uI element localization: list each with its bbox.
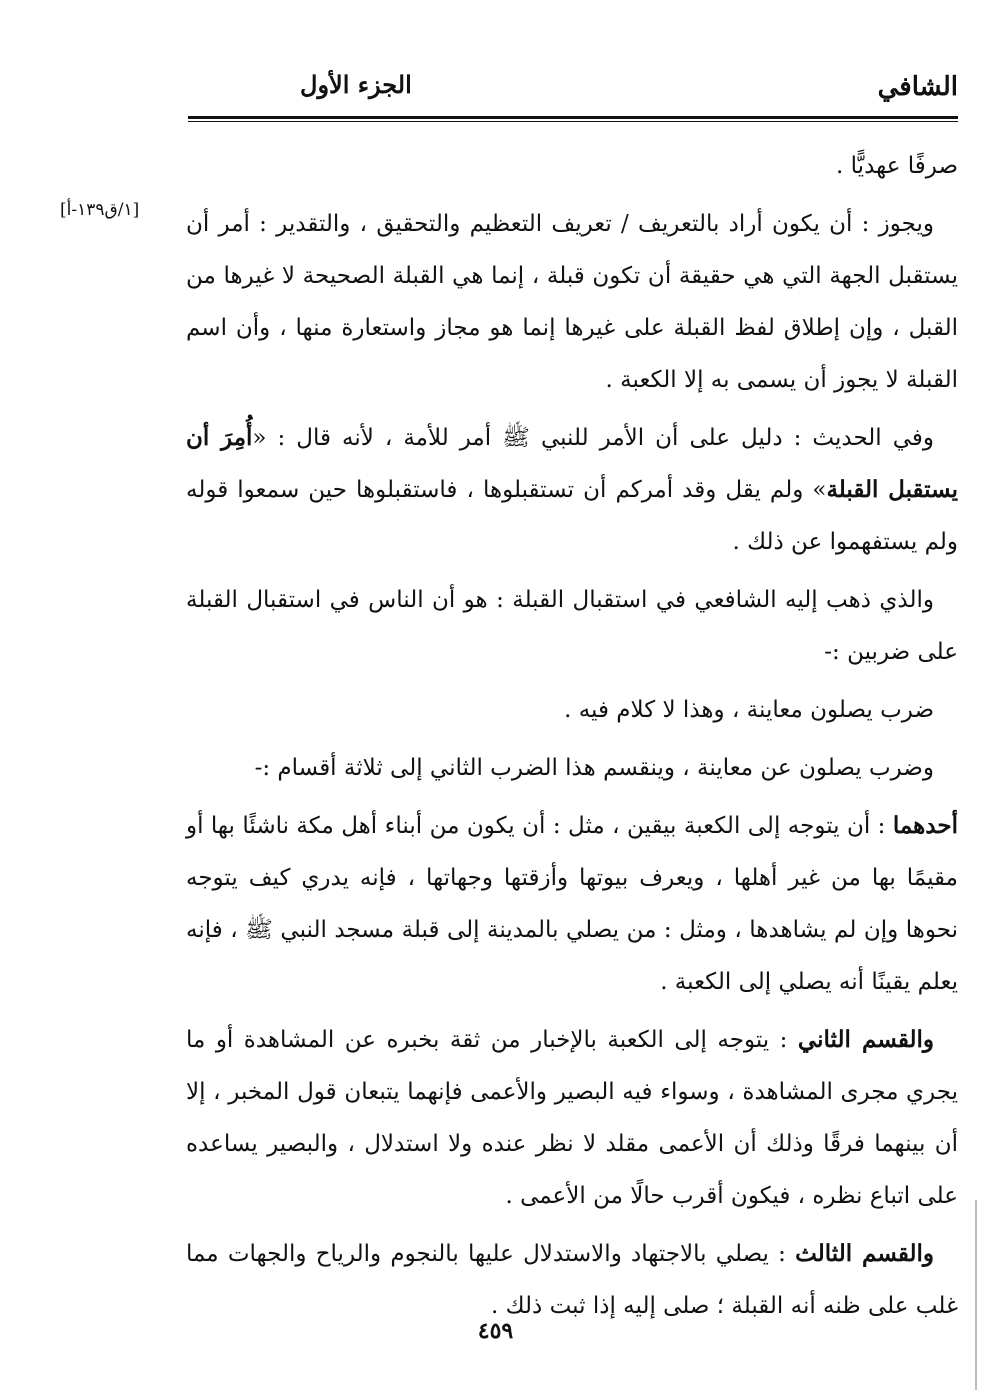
book-title: الشافي [877,72,958,102]
paragraph-text: وفي الحديث : دليل على أن الأمر للنبي ﷺ أمر للأمة ، لأنه قال : « [252,425,934,451]
paragraph: ضرب يصلون معاينة ، وهذا لا كلام فيه . [564,697,934,723]
paragraph [186,1014,958,1222]
paragraph-text: : أن يتوجه إلى الكعبة بيقين ، مثل : أن يكون من أبناء أهل مكة ناشئًا بها أو مقيمًا بها من غير أهلها ، ويعرف بيوتها وأزقتها وجهاتها ، فإنه يدري كيف يتوجه نحوها وإن لم يشاهدها ، ومثل : من يصلي بالمدينة إلى قبلة مسجد النبي ﷺ ، فإنه يعلم يقينًا أنه يصلي إلى الكعبة . [186,813,958,995]
paragraph [186,1228,958,1332]
header-rule-thick [188,116,958,119]
page-number: ٤٥٩ [477,1318,514,1344]
paragraph-text: : يصلي بالاجتهاد والاستدلال عليها بالنجوم والرياح والجهات مما غلب على ظنه أنه القبلة ؛ صلى إليه إذا ثبت ذلك . [186,1241,958,1319]
paragraph-text: » ولم يقل وقد أمركم أن تستقبلوها ، فاستقبلوها حين سمعوا قوله ولم يستفهموا عن ذلك . [186,477,958,555]
paragraph [186,800,958,1008]
header-rule-thin [188,121,958,122]
volume-label: الجزء الأول [300,70,412,99]
hadith-quote: أُمِرَ أن يستقبل القبلة [186,424,958,503]
paragraph: صرفًا عهديًّا . [836,153,958,179]
paragraph: وضرب يصلون عن معاينة ، وينقسم هذا الضرب الثاني إلى ثلاثة أقسام :- [254,755,934,781]
paragraph-text: : يتوجه إلى الكعبة بالإخبار من ثقة بخبره عن المشاهدة أو ما يجري مجرى المشاهدة ، وسواء فيه البصير والأعمى فإنهما يتبعان قول المخبر ، إلا أن بينهما فرقًا وذلك أن الأعمى مقلد لا نظر عنده ولا استدلال ، والبصير يساعده على اتباع نظره ، فيكون أقرب حالًا من الأعمى . [186,1027,958,1209]
section-heading: والقسم الثاني [797,1026,934,1053]
paragraph: والذي ذهب إليه الشافعي في استقبال القبلة : هو أن الناس في استقبال القبلة على ضربين :- [186,587,958,665]
manuscript-folio-note: [١/ق١٣٩-أ] [60,200,140,220]
paragraph [186,412,958,568]
main-text [186,140,958,1338]
scan-edge-line [975,1200,977,1390]
paragraph: ويجوز : أن يكون أراد بالتعريف / تعريف التعظيم والتحقيق ، والتقدير : أمر أن يستقبل الجهة التي هي حقيقة أن تكون قبلة ، إنما هي القبلة الصحيحة لا غيرها من القبل ، وإن إطلاق لفظ القبلة على غيرها إنما هو مجاز واستعارة منها ، وأن اسم القبلة لا يجوز أن يسمى به إلا الكعبة . [186,211,958,393]
running-header [188,68,958,108]
section-heading: والقسم الثالث [795,1240,934,1267]
section-heading: أحدهما [892,812,958,839]
